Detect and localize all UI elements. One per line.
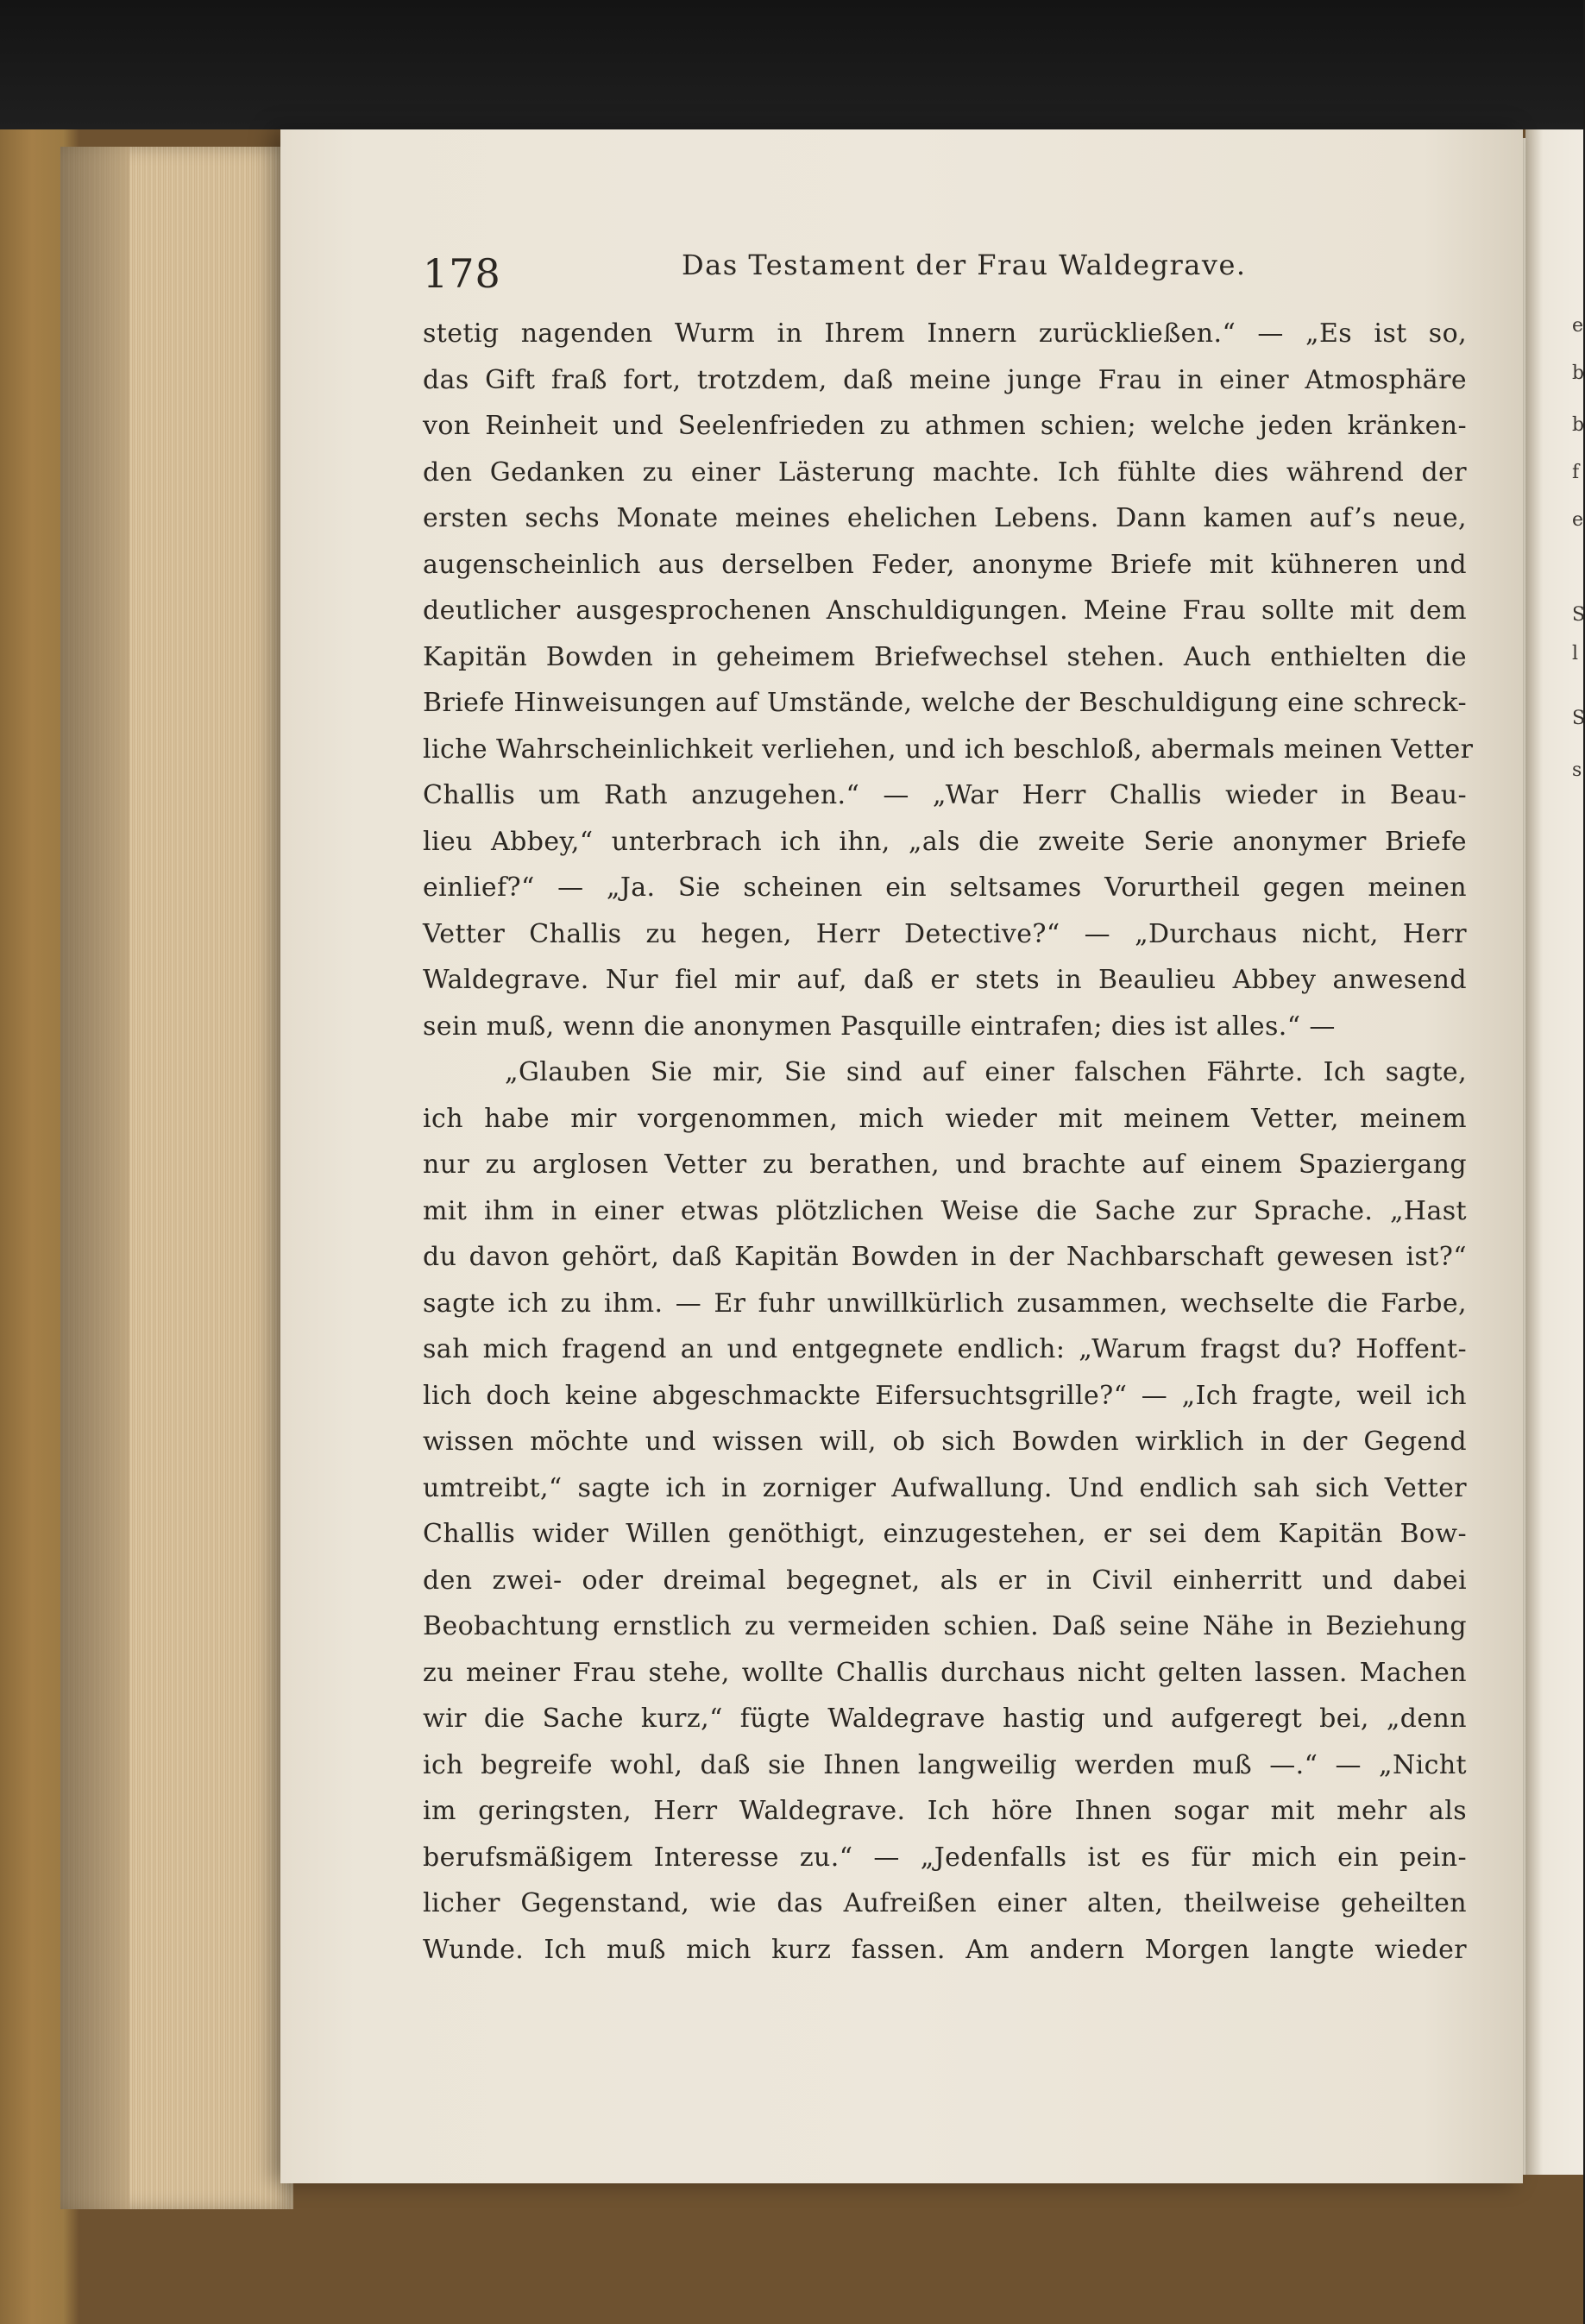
text-line: ich begreife wohl, daß sie Ihnen langweilig werden muß —.“ — „Nicht (423, 1749, 1467, 1780)
text-line: zu meiner Frau stehe, wollte Challis durchaus nicht gelten lassen. Machen (423, 1657, 1467, 1688)
text-line: Wunde. Ich muß mich kurz fassen. Am andern Morgen langte wieder (423, 1934, 1467, 1965)
text-line: wissen möchte und wissen will, ob sich Bowden wirklich in der Gegend (423, 1427, 1467, 1457)
facing-page-letter: e (1572, 315, 1584, 337)
text-line: licher Gegenstand, wie das Aufreißen einer alten, theilweise geheilten (423, 1888, 1467, 1918)
facing-page-letter: S (1572, 708, 1585, 729)
facing-page-letter: e (1572, 509, 1584, 531)
facing-page-letter: f (1572, 462, 1580, 483)
facing-page-letter: s (1572, 759, 1582, 781)
text-line: das Gift fraß fort, trotzdem, daß meine junge Frau in einer Atmosphäre (423, 364, 1467, 395)
text-line: sein muß, wenn die anonymen Pasquille eintrafen; dies ist alles.“ — (423, 1011, 1336, 1042)
text-line: nur zu arglosen Vetter zu berathen, und brachte auf einem Spaziergang (423, 1149, 1467, 1180)
text-line: Vetter Challis zu hegen, Herr Detective?“ — „Durchaus nicht, Herr (423, 918, 1467, 949)
text-line: Challis um Rath anzugehen.“ — „War Herr Challis wieder in Beau- (423, 780, 1467, 810)
text-line: wir die Sache kurz,“ fügte Waldegrave hastig und aufgeregt bei, „denn (423, 1704, 1467, 1734)
text-line: Briefe Hinweisungen auf Umstände, welche der Beschuldigung eine schreck- (423, 688, 1467, 718)
text-line: Kapitän Bowden in geheimem Briefwechsel stehen. Auch enthielten die (423, 641, 1467, 672)
text-line: mit ihm in einer etwas plötzlichen Weise die Sache zur Sprache. „Hast (423, 1195, 1467, 1226)
text-line: einlief?“ — „Ja. Sie scheinen ein seltsames Vorurtheil gegen meinen (423, 872, 1467, 903)
text-line: Beobachtung ernstlich zu vermeiden schien. Daß seine Nähe in Beziehung (423, 1611, 1467, 1641)
text-line: stetig nagenden Wurm in Ihrem Innern zurückließen.“ — „Es ist so, (423, 318, 1467, 349)
facing-page-letter: S (1572, 604, 1585, 626)
left-page-stack-shadow (60, 147, 129, 2209)
page-number: 178 (423, 250, 501, 297)
text-line: den zwei- oder dreimal begegnet, als er in Civil einherritt und dabei (423, 1565, 1467, 1596)
facing-page-letter: b (1572, 414, 1585, 436)
text-line: den Gedanken zu einer Lästerung machte. Ich fühlte dies während der (423, 457, 1467, 488)
text-line: ersten sechs Monate meines ehelichen Lebens. Dann kamen auf’s neue, (423, 503, 1467, 533)
text-line: Challis wider Willen genöthigt, einzugestehen, er sei dem Kapitän Bow- (423, 1519, 1467, 1549)
text-line: berufsmäßigem Interesse zu.“ — „Jedenfalls ist es für mich ein pein- (423, 1842, 1467, 1873)
text-line: Waldegrave. Nur fiel mir auf, daß er stets in Beaulieu Abbey anwesend (423, 965, 1467, 995)
text-line: liche Wahrscheinlichkeit verliehen, und ich beschloß, abermals meinen Vetter (423, 734, 1474, 765)
facing-page-sliver (1525, 129, 1583, 2175)
text-line: von Reinheit und Seelenfrieden zu athmen schien; welche jeden kränken- (423, 411, 1467, 441)
text-line: du davon gehört, daß Kapitän Bowden in der Nachbarschaft gewesen ist?“ (423, 1242, 1467, 1272)
text-line: sagte ich zu ihm. — Er fuhr unwillkürlich zusammen, wechselte die Farbe, (423, 1288, 1467, 1319)
running-title: Das Testament der Frau Waldegrave. (682, 249, 1247, 281)
page-text-block (423, 242, 1474, 1973)
text-line: lieu Abbey,“ unterbrach ich ihn, „als die zweite Serie anonymer Briefe (423, 826, 1467, 857)
text-line-paragraph-start: „Glauben Sie mir, Sie sind auf einer falschen Fährte. Ich sagte, (505, 1057, 1467, 1087)
text-line: ich habe mir vorgenommen, mich wieder mit meinem Vetter, meinem (423, 1103, 1467, 1134)
text-line: deutlicher ausgesprochenen Anschuldigungen. Meine Frau sollte mit dem (423, 595, 1467, 626)
text-line: sah mich fragend an und entgegnete endlich: „Warum fragst du? Hoffent- (423, 1334, 1467, 1364)
text-line: lich doch keine abgeschmackte Eifersuchtsgrille?“ — „Ich fragte, weil ich (423, 1380, 1467, 1411)
facing-page-letter: l (1572, 643, 1579, 664)
text-line: augenscheinlich aus derselben Feder, anonyme Briefe mit kühneren und (423, 549, 1467, 580)
page-header (423, 242, 1467, 311)
text-line: umtreibt,“ sagte ich in zorniger Aufwallung. Und endlich sah sich Vetter (423, 1472, 1467, 1503)
text-line: im geringsten, Herr Waldegrave. Ich höre Ihnen sogar mit mehr als (423, 1796, 1467, 1826)
facing-page-letter: b (1572, 362, 1585, 384)
body-text (423, 311, 1474, 1973)
